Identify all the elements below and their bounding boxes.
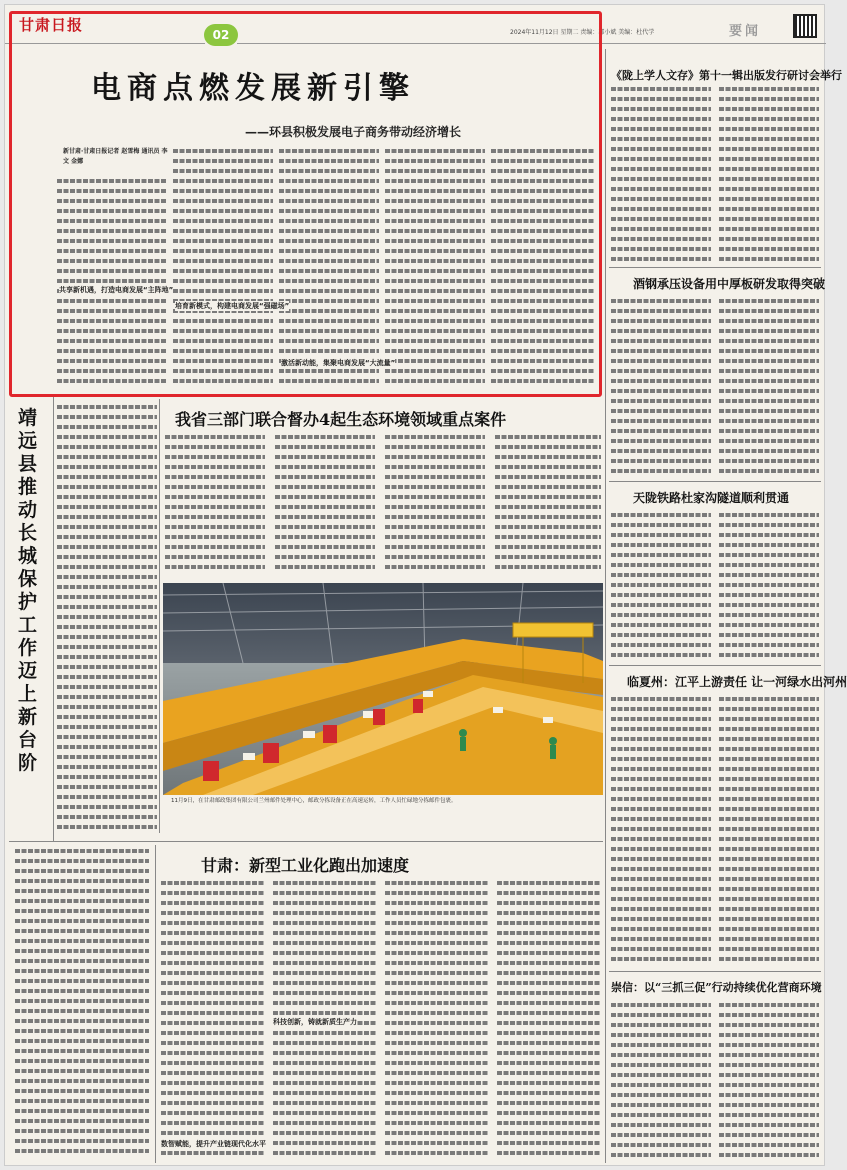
right-story-4-title: 临夏州：江平上游责任 让一河绿水出河州 (627, 675, 847, 689)
qr-code-icon (793, 14, 817, 38)
right-rule-1 (609, 267, 821, 268)
bottom-left-text (15, 847, 149, 1159)
left-story-title: 靖远县推动长城保护工作迈上新台阶 (18, 407, 38, 774)
masthead-meta: 2024年11月12日 星期二 责编：郭小斌 美编：杜代学 (510, 29, 655, 36)
mid-story-title: 我省三部门联合督办4起生态环境领域重点案件 (175, 410, 507, 429)
right-story-3-title: 天陇铁路杜家沟隧道顺利贯通 (633, 491, 790, 505)
bottom-separator (155, 845, 156, 1163)
right-rule-4 (609, 971, 821, 972)
mid-story-text (165, 433, 601, 577)
left-story-separator (159, 399, 160, 833)
main-subhead-2: 培育新模式，构建电商发展“强磁场” (175, 302, 290, 310)
right-story-4-text (611, 695, 819, 967)
bottom-rule (9, 841, 603, 842)
highlight-box (9, 11, 602, 397)
bottom-subhead-1: 科技创新，铸就新质生产力 (273, 1018, 357, 1026)
right-story-2-title: 酒钢承压设备用中厚板研发取得突破 (633, 277, 826, 291)
right-story-1-title: 《陇上学人文存》第十一辑出版发行研讨会举行 (611, 69, 842, 82)
right-rule-3 (609, 665, 821, 666)
page-number-badge: 02 (204, 24, 238, 46)
bottom-subhead-2: 数智赋能，提升产业链现代化水平 (161, 1140, 266, 1148)
column-separator (605, 49, 606, 1163)
main-subhead-3: 激活新动能，集聚电商发展“大流量” (281, 359, 396, 367)
main-subhead-1: 共享新机遇，打造电商发展“主阵地” (59, 286, 174, 294)
section-label: 要闻 (729, 24, 762, 39)
news-photo (163, 583, 603, 795)
right-story-1-text (611, 85, 819, 265)
bottom-story-text (161, 879, 601, 1159)
left-story-text (57, 403, 157, 833)
right-rule-2 (609, 481, 821, 482)
right-story-2-text (611, 297, 819, 477)
right-story-5-text (611, 1001, 819, 1159)
main-subtitle: ——环县积极发展电子商务带动经济增长 (245, 125, 462, 139)
main-headline: 电商点燃发展新引擎 (91, 71, 415, 106)
newspaper-page (4, 4, 847, 1166)
masthead-logo: 甘肃日报 (19, 16, 84, 34)
main-byline: 新甘肃·甘肃日报记者 赵雪梅 通讯员 李文 金娜 (63, 148, 168, 165)
photo-caption: 11月9日，在甘肃邮政集团有限公司兰州邮件处理中心，邮政分拣设备正在高速运转，工作人员忙碌地分拣邮件包裹。 (171, 798, 457, 804)
bottom-story-title: 甘肃：新型工业化跑出加速度 (201, 856, 410, 875)
right-story-5-title: 崇信：以“三抓三促”行动持续优化营商环境 (611, 981, 822, 994)
left-separator (53, 397, 54, 841)
right-story-3-text (611, 511, 819, 661)
